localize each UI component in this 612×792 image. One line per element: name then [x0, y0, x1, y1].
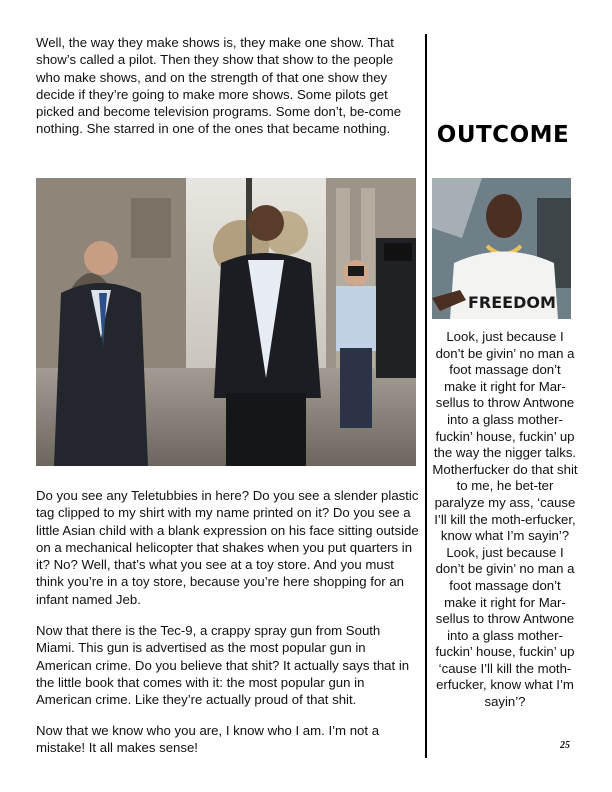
body-paragraph-1: Well, the way they make shows is, they make one show. That show’s called a pilot. Then they show that show to the people who make shows, and on the strength of that one show they decide if they’re going to make more shows. Some pilots get picked and become television programs. Some don’t, be-come nothing. She starred in one of the ones that became nothing.: [36, 35, 402, 137]
body-paragraph-4: Now that we know who you are, I know who I am. I’m not a mistake! It all makes sense!: [36, 723, 380, 756]
sidebar-title: OUTCOME: [436, 122, 570, 148]
body-paragraph-3: Now that there is the Tec-9, a crappy spray gun from South Miami. This gun is advertised as the most popular gun in American crime. Do you believe that shit? It actually says that in the little book that comes with it: the most popular gun in American crime. Like they’re actually proud of that shit.: [36, 623, 410, 708]
sidebar-quote: Look, just because I don’t be givin’ no man a foot massage don’t make it right for Mar-sellus to throw Antwone into a glass mother-fuckin’ house, fuckin’ up the way the nigger talks. Motherfucker do that shit to me, he bet-ter paralyze my ass, ‘cause I’ll kill the moth-erfucker, know what I’m sayin’? Look, just because I don’t be givin’ no man a foot massage don’t make it right for Mar-sellus to throw Antwone into a glass mother-fuckin’ house, fuckin’ up ‘cause I’ll kill the moth-erfucker, know what I’m sayin’?: [432, 329, 578, 710]
column-divider: [425, 34, 427, 758]
portrait-illustration: [432, 178, 571, 319]
page-number: 25: [560, 740, 570, 751]
street-photo-illustration: [36, 178, 416, 466]
body-paragraph-2: Do you see any Teletubbies in here? Do you see a slender plastic tag clipped to my shirt with my name printed on it? Do you see a little Asian child with a blank expression on his face sitting outside on a mechanical helicopter that shakes when you put quarters in it? No? Well, that’s what you see at a toy store. And you must think you’re in a toy store, because you’re here shopping for an infant named Jeb.: [36, 488, 419, 607]
shirt-text: FREEDOM: [468, 293, 556, 312]
side-photo: [432, 178, 571, 319]
main-photo: [36, 178, 416, 466]
